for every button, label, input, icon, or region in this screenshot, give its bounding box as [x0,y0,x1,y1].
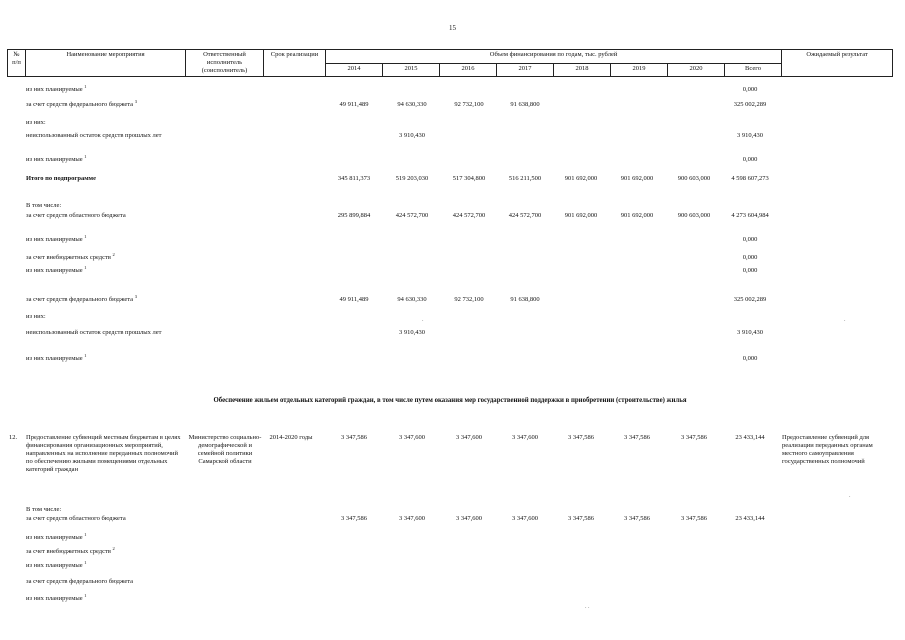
row-value-2016: 517 304,800 [452,175,486,182]
row-label-text: за счет внебюджетных средств [26,254,111,261]
row-value-2016: 3 347,600 [456,515,482,522]
row-label-text: из них планируемые [26,595,83,602]
row-value-2014: 295 899,884 [337,212,371,219]
row-label-text: неиспользованный остаток средств прошлых лет [26,132,162,139]
row-value-total: 3 910,430 [737,329,763,336]
row-value-total: 0,000 [742,156,758,163]
row-value-2015: 424 572,700 [395,212,429,219]
footnote-marker: 2 [112,546,115,551]
scan-speck: . [422,317,424,323]
row-label-text: неиспользованный остаток средств прошлых лет [26,329,162,336]
row-value-2014: 345 811,373 [337,175,371,182]
row-value-2020: 900 603,000 [677,212,711,219]
row-value-total: 325 002,289 [733,101,767,108]
header-volume: Объем финансирования по годам, тыс. рублей [326,50,782,64]
row-label-text: из них планируемые [26,236,83,243]
page-number: 15 [449,24,456,32]
footnote-marker: 1 [84,265,87,270]
row-value-2015: 3 910,430 [399,132,425,139]
row-label-text: В том числе: [26,506,62,513]
row-label [26,515,186,523]
row-value-total: 0,000 [742,254,758,261]
entry12-num: 12. [9,434,18,441]
footnote-marker: 2 [112,252,115,257]
row-value-2017: 91 638,800 [510,296,540,303]
row-label-text: из них планируемые [26,534,83,541]
header-result: Ожидаемый результат [782,50,893,77]
header-year: 2018 [554,63,611,77]
header-year: 2016 [440,63,497,77]
row-value-2015: 519 203,030 [395,175,429,182]
row-label-text: из них: [26,119,46,126]
row-label [26,534,186,542]
row-value-total: 0,000 [742,86,758,93]
row-value-total: 3 910,430 [737,132,763,139]
row-value-2015: 94 630,330 [397,296,427,303]
row-label-text: из них планируемые [26,355,83,362]
footnote-marker: 1 [84,353,87,358]
row-value-2016: 92 732,100 [454,101,484,108]
row-value-2014: 3 347,586 [341,515,367,522]
row-value-2020: 3 347,586 [681,515,707,522]
row-value-2020: 900 603,000 [677,175,711,182]
scan-speck: . [849,493,851,499]
row-value-total: 0,000 [742,236,758,243]
row-label-text: за счет средств областного бюджета [26,515,126,522]
row-label-text: из них планируемые [26,156,83,163]
entry12-value-2016: 3 347,600 [456,434,482,441]
row-label [26,548,186,556]
row-label-text: из них планируемые [26,267,83,274]
entry12-value-2019: 3 347,586 [624,434,650,441]
header-year: 2017 [497,63,554,77]
header-total: Всего [725,63,782,77]
row-value-total: 0,000 [742,355,758,362]
row-value-total: 325 002,289 [733,296,767,303]
row-label-text: из них планируемые [26,562,83,569]
row-value-2019: 901 692,000 [620,175,654,182]
entry12-value-2017: 3 347,600 [512,434,538,441]
row-label-text: за счет внебюджетных средств [26,548,111,555]
entry12-value-2014: 3 347,586 [341,434,367,441]
row-label-text: за счет средств федерального бюджета [26,296,134,303]
row-label-text: из них планируемые [26,86,83,93]
row-label-text: за счет средств областного бюджета [26,212,126,219]
row-value-2019: 901 692,000 [620,212,654,219]
header-year: 2020 [668,63,725,77]
entry12-responsible: Министерство социально-демографической и семейной политики Самарской области [188,434,262,465]
row-label [26,506,186,514]
header-responsible: Ответственный исполнитель (соисполнитель) [186,50,264,77]
row-label-text: из них: [26,313,46,320]
header-year: 2019 [611,63,668,77]
row-value-2014: 49 911,489 [339,101,369,108]
entry12-value-2020: 3 347,586 [681,434,707,441]
row-label-text: за счет средств федерального бюджета [26,101,134,108]
footnote-marker: 3 [134,294,137,299]
row-value-2017: 91 638,800 [510,101,540,108]
row-label [26,595,186,603]
row-value-total: 4 598 607,273 [731,175,769,182]
row-label-text: В том числе: [26,202,62,209]
entry12-term: 2014-2020 годы [269,434,313,441]
footnote-marker: 1 [84,593,87,598]
row-value-2015: 94 630,330 [397,101,427,108]
row-label-text: за счет средств федерального бюджета [26,578,134,585]
row-label [26,578,186,586]
footnote-marker: 1 [84,560,87,565]
row-value-2018: 901 692,000 [564,212,598,219]
footnote-marker: 3 [134,99,137,104]
row-value-2018: 3 347,586 [568,515,594,522]
row-value-2016: 424 572,700 [452,212,486,219]
entry12-value-2018: 3 347,586 [568,434,594,441]
entry12-name: Предоставление субвенций местным бюджетам в целях финансирования организационных мероприятий, направленных на исполнение переданных полномочий по обеспечению жилыми помещениями отдельных категорий граждан [26,434,181,473]
header-year: 2014 [326,63,383,77]
row-value-total: 4 273 604,984 [731,212,769,219]
header-year: 2015 [383,63,440,77]
row-value-2015: 3 347,600 [399,515,425,522]
entry12-value-total: 23 433,144 [735,434,765,441]
row-label-text: Итого по подпрограмме [26,175,96,182]
row-value-2015: 3 910,430 [399,329,425,336]
header-term: Срок реализации [264,50,326,77]
row-value-2019: 3 347,586 [624,515,650,522]
row-value-2017: 424 572,700 [508,212,542,219]
row-label [26,562,186,570]
row-value-total: 23 433,144 [735,515,765,522]
scan-speck: . [844,317,846,323]
entry12-result: Предоставление субвенций для реализации переданных органам местного самоуправления государственных полномочий [782,434,873,465]
row-value-2017: 3 347,600 [512,515,538,522]
header-name: Наименование мероприятия [26,50,186,77]
row-value-2014: 49 911,489 [339,296,369,303]
row-value-2017: 516 211,500 [508,175,542,182]
entry12-value-2015: 3 347,600 [399,434,425,441]
row-value-2018: 901 692,000 [564,175,598,182]
footnote-marker: 1 [84,84,87,89]
section-title: Обеспечение жильем отдельных категорий граждан, в том числе путем оказания мер государственной поддержки в приобретении (строительстве) жилья [213,397,687,404]
header-num: № п/п [8,50,26,77]
scan-speck: . . [585,604,590,610]
row-value-2016: 92 732,100 [454,296,484,303]
row-value-total: 0,000 [742,267,758,274]
footnote-marker: 1 [84,234,87,239]
footnote-marker: 1 [84,532,87,537]
footnote-marker: 1 [84,154,87,159]
